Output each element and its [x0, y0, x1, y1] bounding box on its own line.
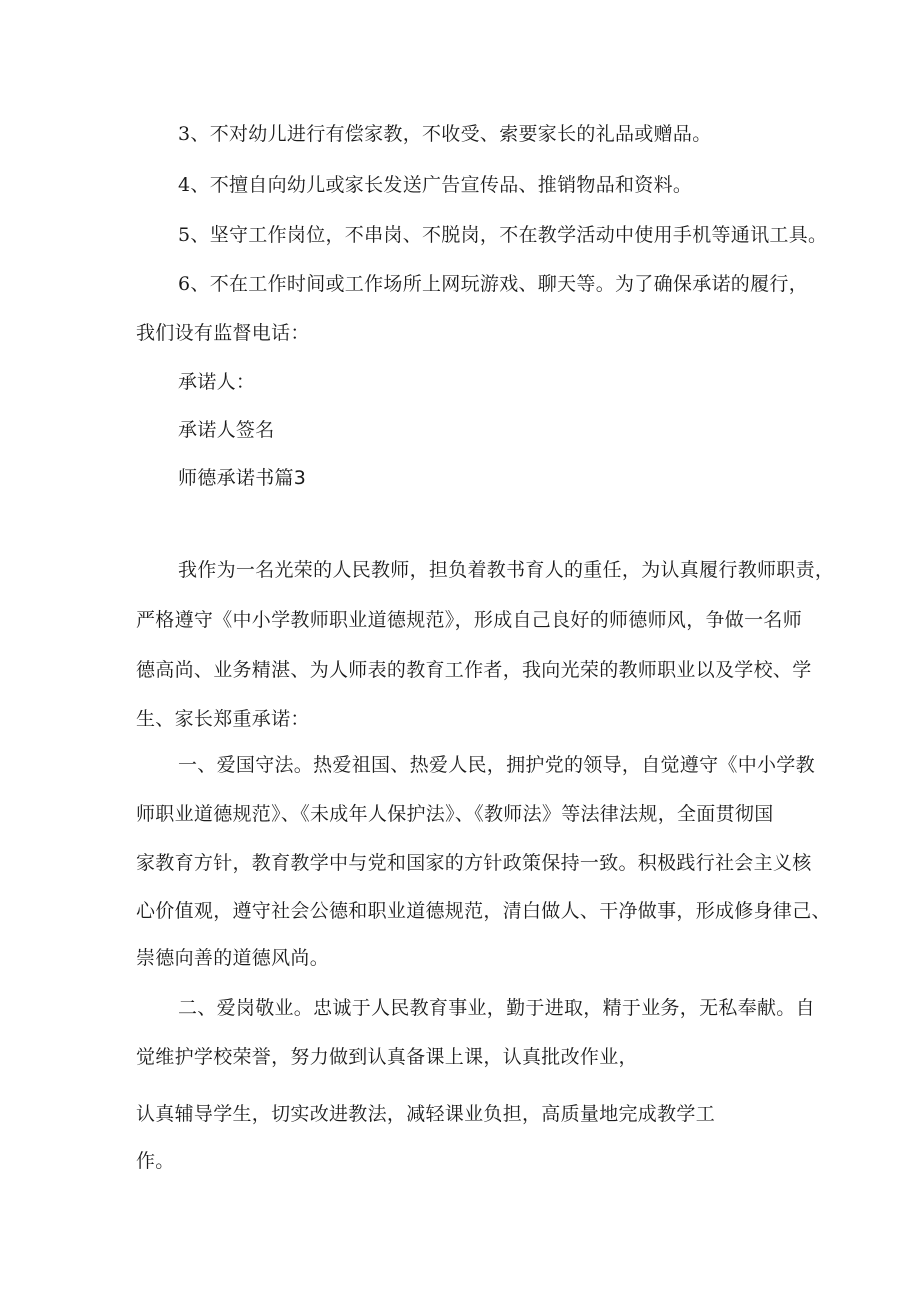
point-1-line-1: 一、爱国守法。热爱祖国、热爱人民，拥护党的领导，自觉遵守《中小学教: [178, 754, 815, 776]
point-2-line-2: 觉维护学校荣誉，努力做到认真备课上课，认真批改作业，: [136, 1046, 638, 1068]
section-title: 师德承诺书篇3: [178, 467, 307, 489]
item-3: 3、不对幼儿进行有偿家教，不收受、索要家长的礼品或赠品。: [178, 123, 712, 145]
item-6-line-1: 6、不在工作时间或工作场所上网玩游戏、聊天等。为了确保承诺的履行，: [178, 273, 808, 295]
intro-line-3: 德高尚、业务精湛、为人师表的教育工作者，我向光荣的教师职业以及学校、学: [136, 659, 812, 681]
point-1-line-4: 心价值观，遵守社会公德和职业道德规范，清白做人、干净做事，形成修身律己、: [136, 900, 831, 922]
point-2-line-1: 二、爱岗敬业。忠诚于人民教育事业，勤于进取，精于业务，无私奉献。自: [178, 997, 815, 1019]
intro-line-1: 我作为一名光荣的人民教师，担负着教书育人的重任，为认真履行教师职责，: [178, 559, 835, 581]
point-1-line-2: 师职业道德规范》、《未成年人保护法》、《教师法》等法律法规，全面贯彻国: [136, 803, 774, 825]
promisor-signature-label: 承诺人签名: [178, 419, 275, 441]
intro-line-2: 严格遵守《中小学教师职业道德规范》，形成自己良好的师德师风，争做一名师: [136, 609, 803, 631]
point-2-line-4: 作。: [136, 1150, 175, 1172]
promisor-label: 承诺人：: [178, 371, 256, 393]
item-4: 4、不擅自向幼儿或家长发送广告宣传品、推销物品和资料。: [178, 174, 693, 196]
item-5: 5、坚守工作岗位，不串岗、不脱岗，不在教学活动中使用手机等通讯工具。: [178, 224, 828, 246]
point-2-line-3: 认真辅导学生，切实改进教法，减轻课业负担，高质量地完成教学工: [136, 1103, 716, 1125]
point-1-line-3: 家教育方针，教育教学中与党和国家的方针政策保持一致。积极践行社会主义核: [136, 852, 812, 874]
intro-line-4: 生、家长郑重承诺：: [136, 708, 310, 730]
point-1-line-5: 崇德向善的道德风尚。: [136, 947, 330, 969]
item-6-line-2: 我们设有监督电话：: [136, 322, 310, 344]
